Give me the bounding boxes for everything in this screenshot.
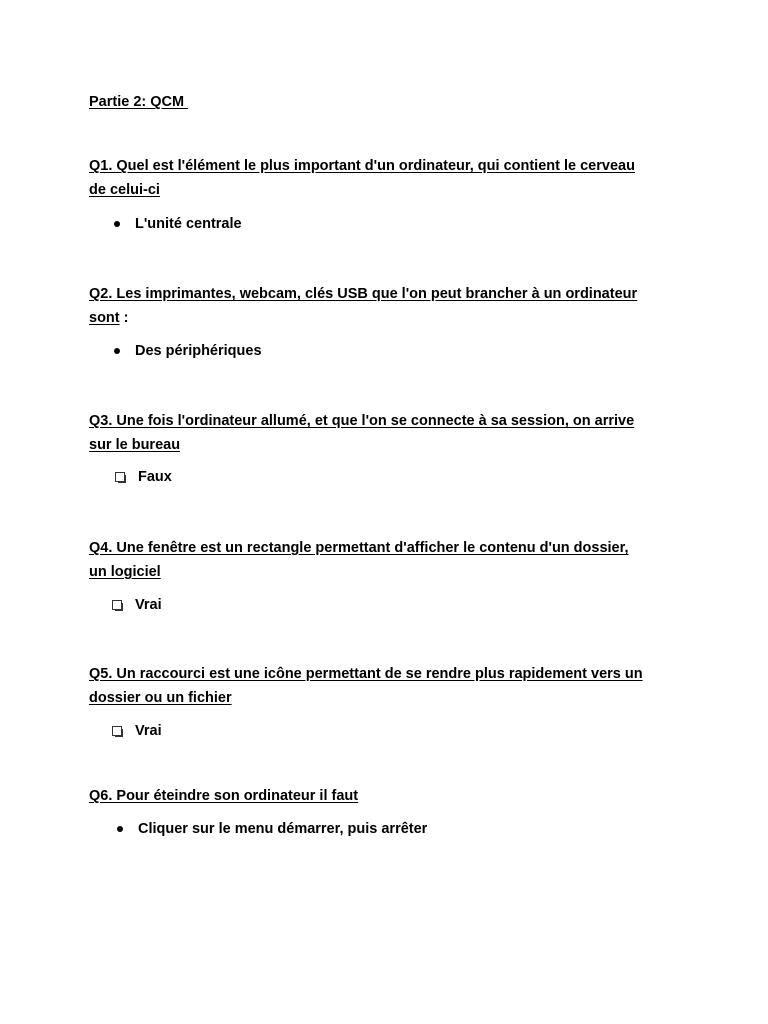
question-4-text-line2: un logiciel — [89, 564, 161, 580]
answer-3 — [115, 469, 172, 485]
question-1 — [89, 154, 699, 202]
answer-4-text: Vrai — [135, 597, 162, 613]
question-2 — [89, 282, 699, 330]
bullet-icon — [114, 221, 120, 227]
question-1-text-line1: Q1. Quel est l'élément le plus important d'un ordinateur, qui contient le cerveau — [89, 158, 635, 174]
question-1-text-line2: de celui-ci — [89, 182, 160, 198]
question-3-text-line1: Q3. Une fois l'ordinateur allumé, et que l'on se connecte à sa session, on arrive — [89, 413, 635, 429]
question-5-text-line1: Q5. Un raccourci est une icône permettant de se rendre plus rapidement vers un — [89, 666, 643, 682]
answer-5 — [112, 723, 162, 739]
answer-2 — [114, 343, 262, 359]
question-5 — [89, 662, 699, 710]
question-2-text-line2: sont — [89, 310, 120, 326]
question-2-text-line1: Q2. Les imprimantes, webcam, clés USB que l'on peut brancher à un ordinateur — [89, 286, 638, 302]
question-3-text-line2: sur le bureau — [89, 437, 181, 453]
checkbox-icon — [115, 472, 125, 482]
answer-6 — [117, 821, 427, 837]
question-5-text-line2: dossier ou un fichier — [89, 690, 232, 706]
answer-1-text: L'unité centrale — [135, 216, 242, 232]
question-4 — [89, 536, 699, 584]
checkbox-icon — [112, 600, 122, 610]
answer-4 — [112, 597, 162, 613]
bullet-icon — [114, 348, 120, 354]
answer-6-text: Cliquer sur le menu démarrer, puis arrêter — [138, 821, 428, 837]
question-6-text-line1: Q6. Pour éteindre son ordinateur il faut — [89, 788, 359, 804]
question-2-suffix: : — [119, 310, 129, 326]
checkbox-icon — [112, 726, 122, 736]
section-title: Partie 2: QCM — [89, 94, 189, 110]
question-4-text-line1: Q4. Une fenêtre est un rectangle permettant d'afficher le contenu d'un dossier, — [89, 540, 629, 556]
answer-1 — [114, 216, 242, 232]
answer-5-text: Vrai — [135, 723, 162, 739]
question-6 — [89, 784, 699, 808]
answer-3-text: Faux — [138, 469, 172, 485]
answer-2-text: Des périphériques — [135, 343, 262, 359]
question-3 — [89, 409, 699, 457]
bullet-icon — [117, 826, 123, 832]
